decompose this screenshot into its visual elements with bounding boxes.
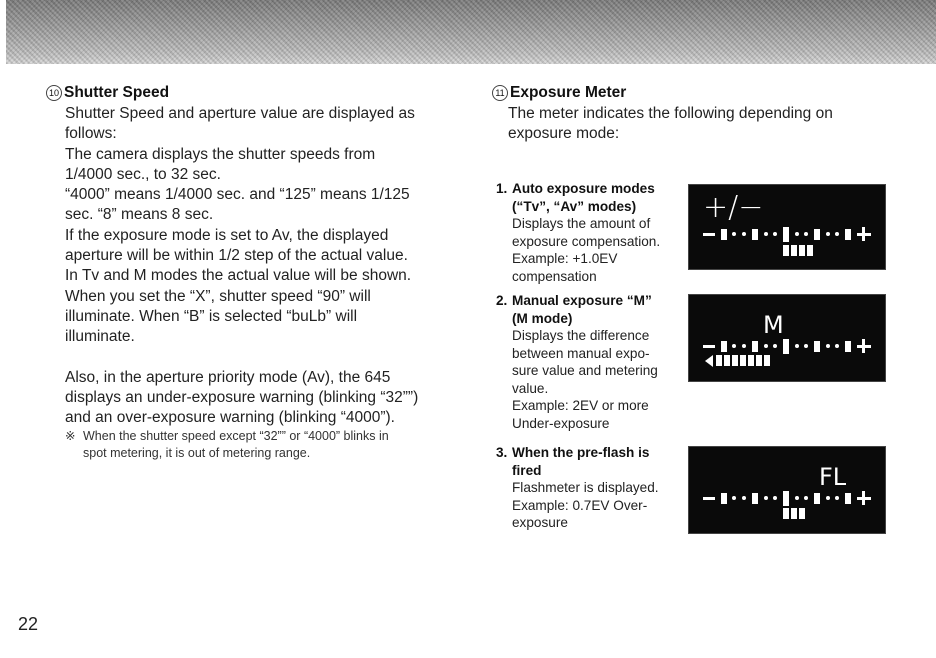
item-text-line: exposure compensation.: [512, 233, 661, 249]
text-line: The camera displays the shutter speeds from: [65, 145, 376, 163]
lit-bar: [756, 355, 762, 366]
scale-dot: [835, 344, 839, 348]
lcd-display-flash: [688, 446, 886, 534]
lit-bar: [807, 245, 813, 256]
circled-number-11-icon: 11: [492, 85, 508, 101]
text-line: displays an under-exposure warning (blinking “32””): [65, 388, 419, 406]
text-line: illuminate.: [65, 328, 135, 346]
item-text-line: Example: 0.7EV Over-: [512, 497, 648, 513]
scale-segment: [721, 341, 727, 352]
lit-bar: [740, 355, 746, 366]
display-label: +/−: [703, 190, 764, 225]
scale-segment: [845, 341, 851, 352]
item-heading-line: Manual exposure “M”: [512, 293, 652, 308]
exposure-scale: [703, 223, 871, 245]
mode-item-flash: [496, 444, 682, 532]
scale-dot: [732, 344, 736, 348]
scale-dot: [742, 232, 746, 236]
lit-bar: [791, 245, 797, 256]
lcd-display-manual: [688, 294, 886, 382]
text-line: Shutter Speed and aperture value are displayed as: [65, 105, 415, 122]
page-number: 22: [18, 614, 39, 634]
scale-segment: [721, 493, 727, 504]
text-line: exposure mode:: [508, 125, 620, 143]
lit-bar: [724, 355, 730, 366]
scale-dot: [804, 496, 808, 500]
lit-bar: [748, 355, 754, 366]
display-label: M: [763, 311, 784, 339]
text-line: 1/4000 sec., to 32 sec.: [65, 165, 221, 183]
scale-dot: [804, 232, 808, 236]
scale-segment: [721, 229, 727, 240]
lit-bar: [799, 245, 805, 256]
text-line: illuminate. When “B” is selected “buLb” will: [65, 307, 358, 325]
lit-bar: [732, 355, 738, 366]
underexposure-arrow-icon: [705, 355, 713, 367]
text-line: If the exposure mode is set to Av, the displayed: [65, 226, 389, 244]
mode-item-auto: [496, 180, 682, 285]
scale-dot: [826, 232, 830, 236]
text-line: sec. “8” means 8 sec.: [65, 206, 214, 224]
item-text-line: sure value and metering: [512, 363, 658, 378]
text-line: In Tv and M modes the actual value will be shown.: [65, 267, 412, 285]
item-text-line: compensation: [512, 268, 597, 284]
scale-dot: [835, 232, 839, 236]
scale-segment: [814, 493, 820, 504]
lit-bar: [764, 355, 770, 366]
text-line: and an over-exposure warning (blinking “4000”).: [65, 409, 395, 427]
scale-dot: [742, 344, 746, 348]
lit-bar: [716, 355, 722, 366]
shutter-speed-heading: [46, 82, 466, 104]
scale-minus-icon: [703, 497, 715, 500]
item-heading-line: fired: [512, 462, 542, 478]
lit-bar: [791, 508, 797, 519]
scale-dot: [795, 232, 799, 236]
exposure-bar-row: [705, 355, 770, 366]
text-line: “4000” means 1/4000 sec. and “125” means 1/125: [65, 186, 410, 204]
item-number: 1.: [496, 181, 508, 196]
text-line: follows:: [65, 125, 117, 143]
shutter-speed-title: Shutter Speed: [64, 84, 170, 101]
scale-segment: [752, 341, 758, 352]
scale-plus-icon: [857, 491, 871, 505]
scale-dot: [742, 496, 746, 500]
item-text-line: exposure: [512, 515, 568, 530]
item-text-line: Displays the difference: [512, 328, 650, 343]
scale-segment: [752, 493, 758, 504]
metering-note: [46, 428, 466, 462]
item-text-line: Flashmeter is displayed.: [512, 480, 659, 495]
item-text-line: Example: 2EV or more: [512, 398, 649, 413]
scale-dot: [773, 344, 777, 348]
text-line: Also, in the aperture priority mode (Av), the 645: [65, 368, 391, 386]
item-text-line: Displays the amount of: [512, 216, 651, 231]
exposure-meter-title: Exposure Meter: [510, 84, 627, 101]
scale-dot: [795, 344, 799, 348]
item-text-line: between manual expo-: [512, 345, 650, 361]
scale-dot: [764, 344, 768, 348]
scale-plus-icon: [857, 339, 871, 353]
shutter-speed-section: [46, 82, 466, 462]
item-text-line: value.: [512, 380, 549, 396]
scale-dot: [826, 496, 830, 500]
circled-number-10-icon: 10: [46, 85, 62, 101]
exposure-bar-row: [783, 508, 805, 519]
scale-dot: [732, 496, 736, 500]
scale-segment: [814, 229, 820, 240]
scale-minus-icon: [703, 233, 715, 236]
scale-segment: [783, 339, 789, 354]
note-asterisk-icon: ※: [65, 429, 76, 444]
scale-segment: [845, 493, 851, 504]
lcd-display-auto: [688, 184, 886, 270]
display-label: FL: [819, 463, 847, 491]
scale-minus-icon: [703, 345, 715, 348]
item-text-line: Under-exposure: [512, 415, 610, 431]
shutter-speed-body: [46, 104, 466, 428]
exposure-scale: [703, 335, 871, 357]
exposure-meter-intro: [492, 104, 912, 145]
item-heading-line: (M mode): [512, 310, 573, 326]
text-line: aperture will be within 1/2 step of the actual value.: [65, 247, 408, 265]
mode-item-manual: [496, 292, 682, 432]
exposure-meter-heading: [492, 82, 912, 104]
item-heading-line: When the pre-flash is: [512, 445, 650, 460]
scale-segment: [814, 341, 820, 352]
item-number: 3.: [496, 445, 508, 460]
lit-bar: [799, 508, 805, 519]
text-line: When you set the “X”, shutter speed “90” will: [65, 287, 371, 305]
text-line: The meter indicates the following depending on: [508, 105, 833, 122]
exposure-scale: [703, 487, 871, 509]
scale-dot: [826, 344, 830, 348]
lit-bar: [783, 245, 789, 256]
note-line: When the shutter speed except “32”” or “4000” blinks in: [83, 429, 389, 444]
exposure-meter-section: [492, 82, 912, 145]
scale-dot: [835, 496, 839, 500]
scale-dot: [773, 232, 777, 236]
scale-dot: [732, 232, 736, 236]
scale-plus-icon: [857, 227, 871, 241]
item-text-line: Example: +1.0EV: [512, 251, 618, 266]
scale-dot: [804, 344, 808, 348]
scale-segment: [783, 227, 789, 242]
item-number: 2.: [496, 293, 508, 308]
header-texture-band: [6, 0, 936, 64]
scale-dot: [764, 496, 768, 500]
lit-bar: [783, 508, 789, 519]
scale-dot: [764, 232, 768, 236]
item-heading-line: Auto exposure modes: [512, 181, 655, 196]
scale-dot: [773, 496, 777, 500]
scale-segment: [845, 229, 851, 240]
item-heading-line: (“Tv”, “Av” modes): [512, 198, 637, 214]
scale-dot: [795, 496, 799, 500]
scale-segment: [752, 229, 758, 240]
exposure-bar-row: [783, 245, 813, 256]
scale-segment: [783, 491, 789, 506]
note-line: spot metering, it is out of metering range.: [83, 446, 311, 461]
